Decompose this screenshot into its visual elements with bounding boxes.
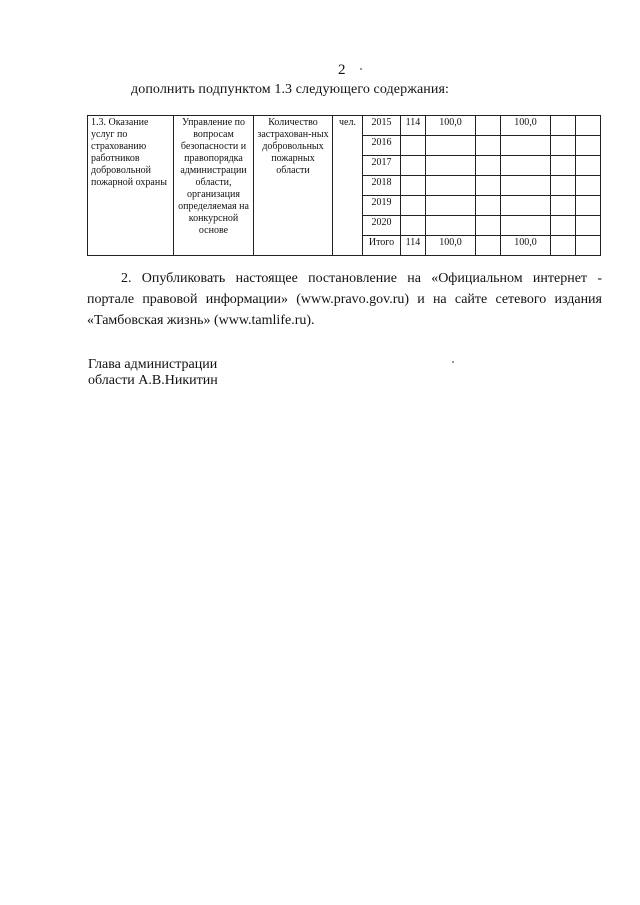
cell-year: Итого — [363, 236, 401, 256]
cell-col6 — [551, 136, 576, 156]
cell-item: 1.3. Оказание услуг по страхованию работников добровольной пожарной охраны — [88, 116, 174, 256]
cell-qty: 114 — [401, 236, 426, 256]
cell-budget — [501, 176, 551, 196]
cell-col6 — [551, 216, 576, 236]
cell-total — [426, 216, 476, 236]
cell-budget: 100,0 — [501, 116, 551, 136]
cell-col6 — [551, 236, 576, 256]
cell-col7 — [576, 156, 601, 176]
publication-paragraph: 2. Опубликовать настоящее постановление на «Официальном интернет - портале правовой информации» (www.pravo.gov.ru) и на сайте сетевого издания «Тамбовская жизнь» (www.tamlife.ru). — [87, 271, 602, 328]
cell-qty — [401, 216, 426, 236]
cell-col6 — [551, 176, 576, 196]
cell-qty — [401, 196, 426, 216]
cell-year: 2019 — [363, 196, 401, 216]
cell-total: 100,0 — [426, 116, 476, 136]
scan-speck — [452, 361, 454, 363]
cell-col7 — [576, 196, 601, 216]
measures-table — [87, 115, 601, 256]
cell-budget — [501, 216, 551, 236]
cell-col6 — [551, 196, 576, 216]
cell-year: 2017 — [363, 156, 401, 176]
intro-line: дополнить подпунктом 1.3 следующего содержания: — [131, 82, 449, 97]
cell-budget — [501, 136, 551, 156]
cell-col6 — [551, 116, 576, 136]
cell-budget — [501, 196, 551, 216]
cell-col7 — [576, 136, 601, 156]
cell-qty: 114 — [401, 116, 426, 136]
cell-total — [426, 156, 476, 176]
cell-total — [426, 196, 476, 216]
signature-block — [88, 357, 218, 389]
cell-budget: 100,0 — [501, 236, 551, 256]
cell-qty — [401, 176, 426, 196]
cell-executor: Управление по вопросам безопасности и правопорядка администрации области, организация определяемая на конкурсной основе — [174, 116, 254, 256]
signature-name: области А.В.Никитин — [88, 373, 218, 388]
cell-qty — [401, 136, 426, 156]
scan-speck — [360, 68, 362, 70]
cell-col4 — [476, 136, 501, 156]
cell-year: 2015 — [363, 116, 401, 136]
cell-col6 — [551, 156, 576, 176]
table-row — [88, 116, 601, 136]
cell-col7 — [576, 236, 601, 256]
cell-indicator: Количество застрахован-ных добровольных пожарных области — [254, 116, 333, 256]
cell-col4 — [476, 196, 501, 216]
cell-year: 2016 — [363, 136, 401, 156]
cell-col4 — [476, 156, 501, 176]
cell-year: 2018 — [363, 176, 401, 196]
cell-col4 — [476, 236, 501, 256]
cell-col4 — [476, 116, 501, 136]
signature-position: Глава администрации — [88, 357, 218, 372]
cell-qty — [401, 156, 426, 176]
cell-year: 2020 — [363, 216, 401, 236]
page-number: 2 — [338, 62, 346, 78]
cell-col7 — [576, 176, 601, 196]
cell-col4 — [476, 176, 501, 196]
cell-budget — [501, 156, 551, 176]
cell-col7 — [576, 116, 601, 136]
cell-total: 100,0 — [426, 236, 476, 256]
cell-total — [426, 136, 476, 156]
cell-unit: чел. — [333, 116, 363, 256]
cell-col7 — [576, 216, 601, 236]
cell-total — [426, 176, 476, 196]
cell-col4 — [476, 216, 501, 236]
